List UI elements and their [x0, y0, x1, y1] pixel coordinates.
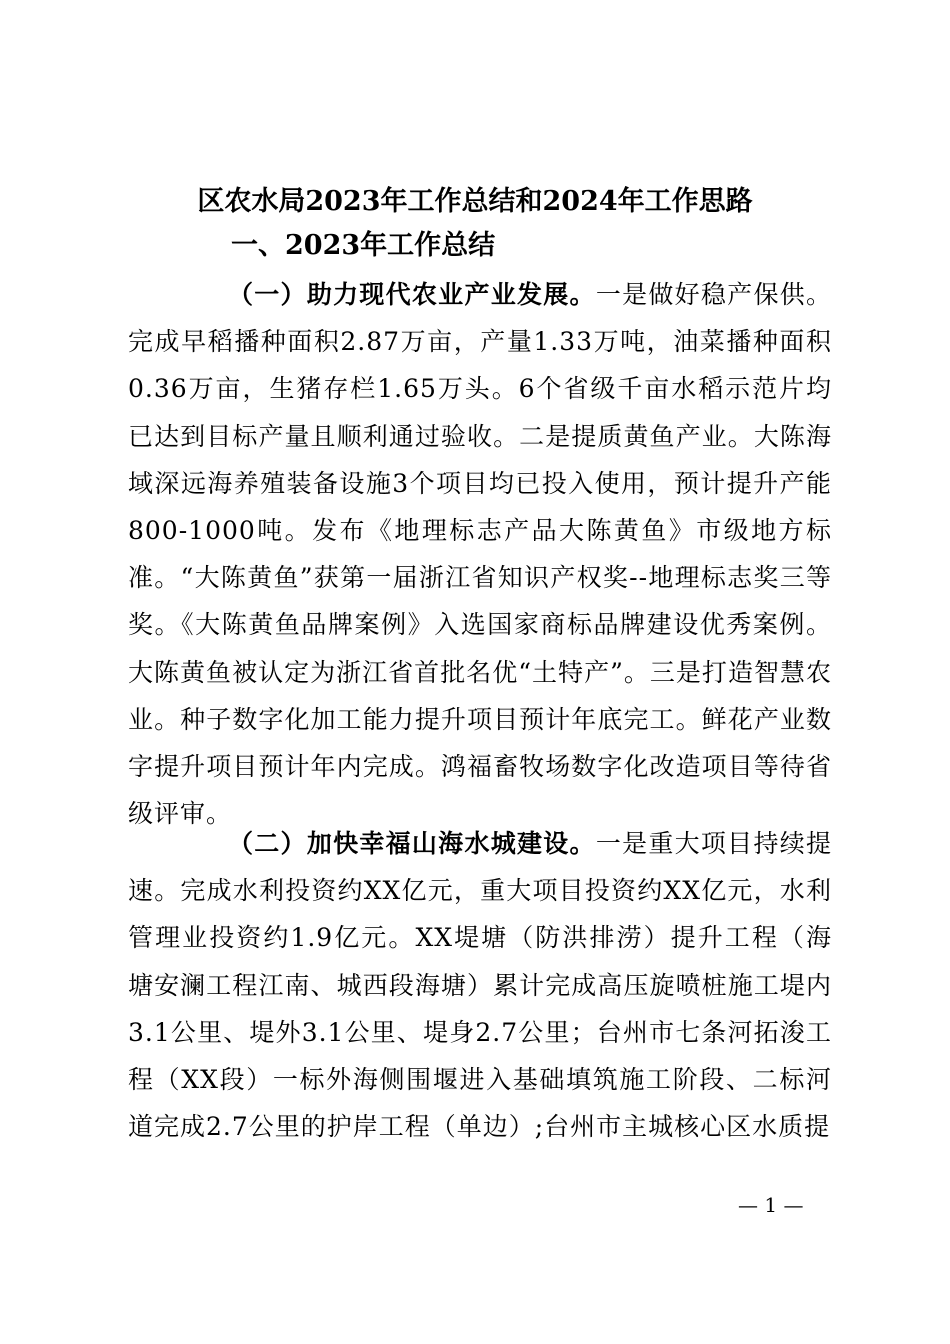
- section-heading: 一、2023年工作总结: [231, 230, 496, 261]
- paragraph-2-lead: （二）加快幸福山海水城建设。: [228, 829, 596, 858]
- paragraph-1: [128, 271, 832, 837]
- paragraph-1-body: 一是做好稳产保供。完成早稻播种面积2.87万亩，产量1.33万吨，油菜播种面积0.36万亩，生猪存栏1.65万头。6个省级千亩水稻示范片均已达到目标产量且顺利通过验收。二是提质黄鱼产业。大陈海域深远海养殖装备设施3个项目均已投入使用，预计提升产能800-1000吨。发布《地理标志产品大陈黄鱼》市级地方标准。“大陈黄鱼”获第一届浙江省知识产权奖--地理标志奖三等奖。《大陈黄鱼品牌案例》入选国家商标品牌建设优秀案例。大陈黄鱼被认定为浙江省首批名优“土特产”。三是打造智慧农业。种子数字化加工能力提升项目预计年底完工。鲜花产业数字提升项目预计年内完成。鸿福畜牧场数字化改造项目等待省级评审。: [128, 280, 832, 829]
- paragraph-1-lead: （一）助力现代农业产业发展。: [228, 280, 596, 309]
- paragraph-2: [128, 820, 832, 1150]
- page-number: — 1 —: [738, 1193, 804, 1217]
- paragraph-2-body: 一是重大项目持续提速。完成水利投资约XX亿元，重大项目投资约XX亿元，水利管理业投资约1.9亿元。XX堤塘（防洪排涝）提升工程（海塘安澜工程江南、城西段海塘）累计完成高压旋喷桩施工堤内3.1公里、堤外3.1公里、堤身2.7公里；台州市七条河拓浚工程（XX段）一标外海侧围堰进入基础填筑施工阶段、二标河道完成2.7公里的护岸工程（单边）;台州市主城核心区水质提: [128, 829, 832, 1142]
- document-title: 区农水局2023年工作总结和2024年工作思路: [197, 186, 753, 217]
